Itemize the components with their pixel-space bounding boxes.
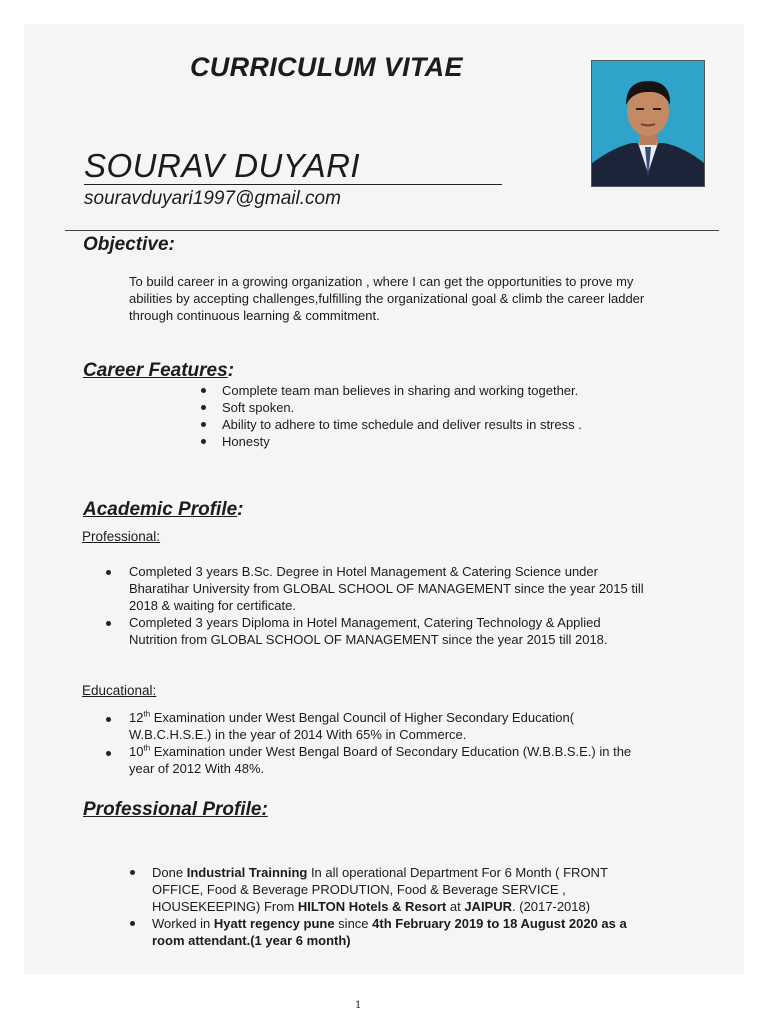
list-item: Ability to adhere to time schedule and deliver results in stress . xyxy=(222,416,622,433)
educational-qualifications-list xyxy=(129,709,649,777)
list-item: 10th Examination under West Bengal Board of Secondary Education (W.B.B.S.E.) in the year of 2012 With 48%. xyxy=(129,743,649,777)
list-item: Honesty xyxy=(222,433,622,450)
career-features-list xyxy=(222,382,622,450)
candidate-email: souravduyari1997@gmail.com xyxy=(84,188,341,209)
list-item: Complete team man believes in sharing and working together. xyxy=(222,382,622,399)
objective-text: To build career in a growing organization , where I can get the opportunities to prove my abilities by accepting challenges,fulfilling the organizational goal & climb the career ladder through continuous learning & commitment. xyxy=(129,274,645,323)
professional-profile-heading: Professional Profile: xyxy=(83,799,268,820)
page-number: 1 xyxy=(355,1000,362,1011)
list-item: Soft spoken. xyxy=(222,399,622,416)
document-title: CURRICULUM VITAE xyxy=(190,52,463,82)
objective-heading: Objective: xyxy=(83,234,175,255)
list-item: Done Industrial Trainning In all operational Department For 6 Month ( FRONT OFFICE, Food & Beverage PRODUTION, Food & Beverage SERVICE , HOUSEKEEPING) From HILTON Hotels & Resort at JAIPUR. (2017-2018) xyxy=(152,864,652,915)
list-item: 12th Examination under West Bengal Council of Higher Secondary Education( W.B.C.H.S.E.) in the year of 2014 With 65% in Commerce. xyxy=(129,709,649,743)
professional-qualifications-list xyxy=(129,563,649,648)
header-divider xyxy=(65,230,719,231)
educational-label: Educational: xyxy=(82,683,157,698)
list-item: Completed 3 years Diploma in Hotel Management, Catering Technology & Applied Nutrition from GLOBAL SCHOOL OF MANAGEMENT since the year 2015 till 2018. xyxy=(129,614,649,648)
academic-profile-heading: Academic Profile: xyxy=(83,499,244,520)
professional-experience-list xyxy=(152,864,652,949)
list-item: Worked in Hyatt regency pune since 4th February 2019 to 18 August 2020 as a room attendant.(1 year 6 month) xyxy=(152,915,652,949)
list-item: Completed 3 years B.Sc. Degree in Hotel Management & Catering Science under Bharatihar University from GLOBAL SCHOOL OF MANAGEMENT since the year 2015 till 2018 & waiting for certificate. xyxy=(129,563,649,614)
profile-photo xyxy=(591,60,705,187)
candidate-name: SOURAV DUYARI xyxy=(84,147,361,184)
professional-label: Professional: xyxy=(82,529,161,544)
name-underline xyxy=(84,184,502,185)
career-features-heading: Career Features: xyxy=(83,360,235,381)
